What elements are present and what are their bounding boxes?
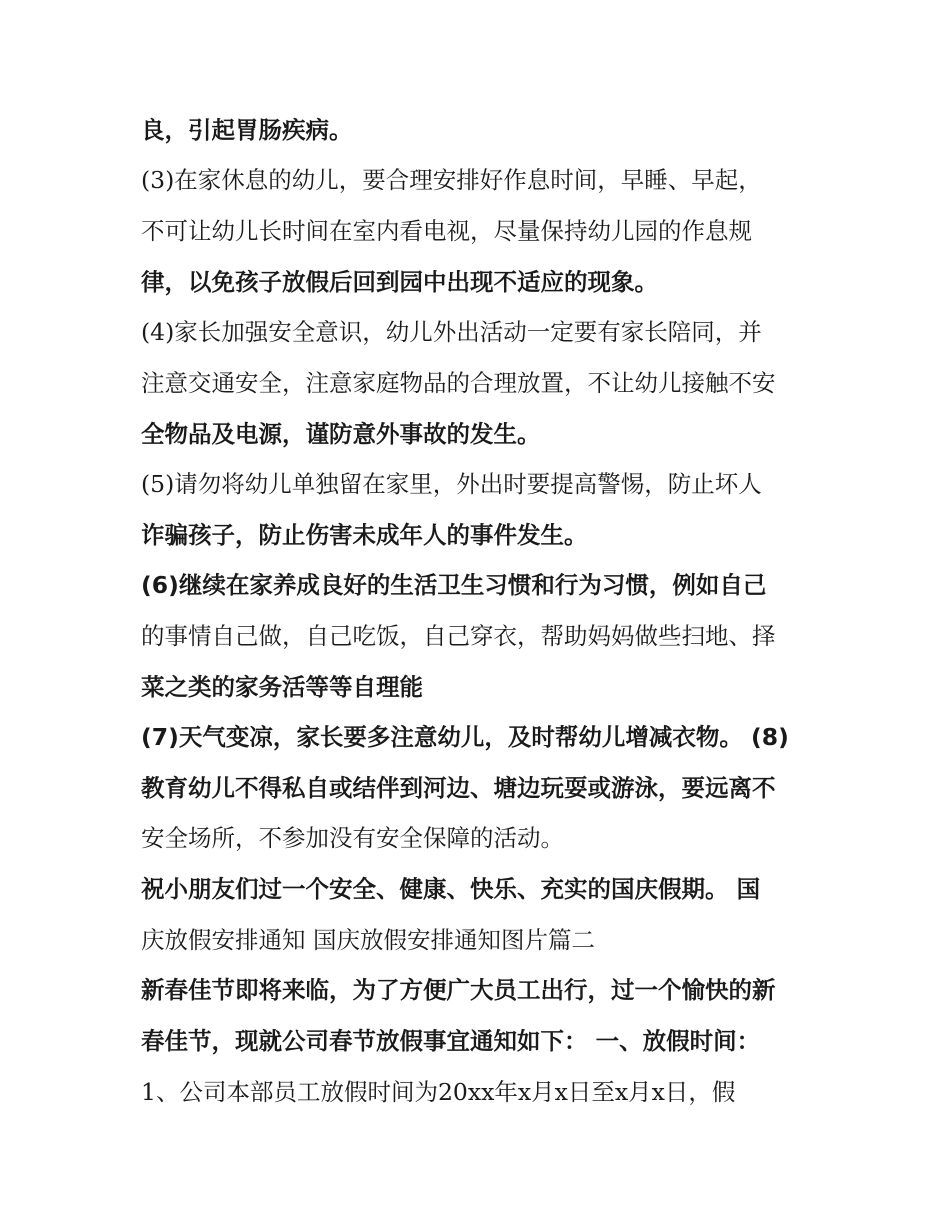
text-line: 注意交通安全，注意家庭物品的合理放置，不让幼儿接触不安 bbox=[141, 369, 776, 397]
text-line: 庆放假安排通知 国庆放假安排通知图片篇二 bbox=[141, 926, 595, 954]
text-line: 新春佳节即将来临，为了方便广大员工出行，过一个愉快的新 bbox=[141, 976, 776, 1004]
text-line: (7)天气变凉，家长要多注意幼儿，及时帮幼儿增减衣物。 (8) bbox=[141, 723, 789, 751]
text-line: 诈骗孩子，防止伤害未成年人的事件发生。 bbox=[141, 521, 588, 549]
text-line: 教育幼儿不得私自或结伴到河边、塘边玩耍或游泳，要远离不 bbox=[141, 774, 776, 802]
text-line: 祝小朋友们过一个安全、健康、快乐、充实的国庆假期。 国 bbox=[141, 875, 761, 903]
text-line: (6)继续在家养成良好的生活卫生习惯和行为习惯，例如自己 bbox=[141, 571, 767, 599]
text-line: (4)家长加强安全意识，幼儿外出活动一定要有家长陪同，并 bbox=[141, 318, 762, 346]
text-line: 良，引起胃肠疾病。 bbox=[141, 116, 353, 144]
text-line: 春佳节，现就公司春节放假事宜通知如下： 一、放假时间： bbox=[141, 1027, 761, 1055]
text-line: (5)请勿将幼儿单独留在家里，外出时要提高警惕，防止坏人 bbox=[141, 470, 762, 498]
text-line: 的事情自己做，自己吃饭，自己穿衣，帮助妈妈做些扫地、择 bbox=[141, 622, 776, 650]
text-line: 全物品及电源，谨防意外事故的发生。 bbox=[141, 420, 541, 448]
text-line: 不可让幼儿长时间在室内看电视，尽量保持幼儿园的作息规 bbox=[141, 217, 752, 245]
text-line: (3)在家休息的幼儿，要合理安排好作息时间，早睡、早起， bbox=[141, 166, 762, 194]
text-line: 菜之类的家务活等等自理能 bbox=[141, 673, 423, 701]
text-line: 安全场所，不参加没有安全保障的活动。 bbox=[141, 824, 564, 852]
text-line: 1、公司本部员工放假时间为20xx年x月x日至x月x日，假 bbox=[141, 1078, 736, 1106]
text-line: 律，以免孩子放假后回到园中出现不适应的现象。 bbox=[141, 268, 658, 296]
